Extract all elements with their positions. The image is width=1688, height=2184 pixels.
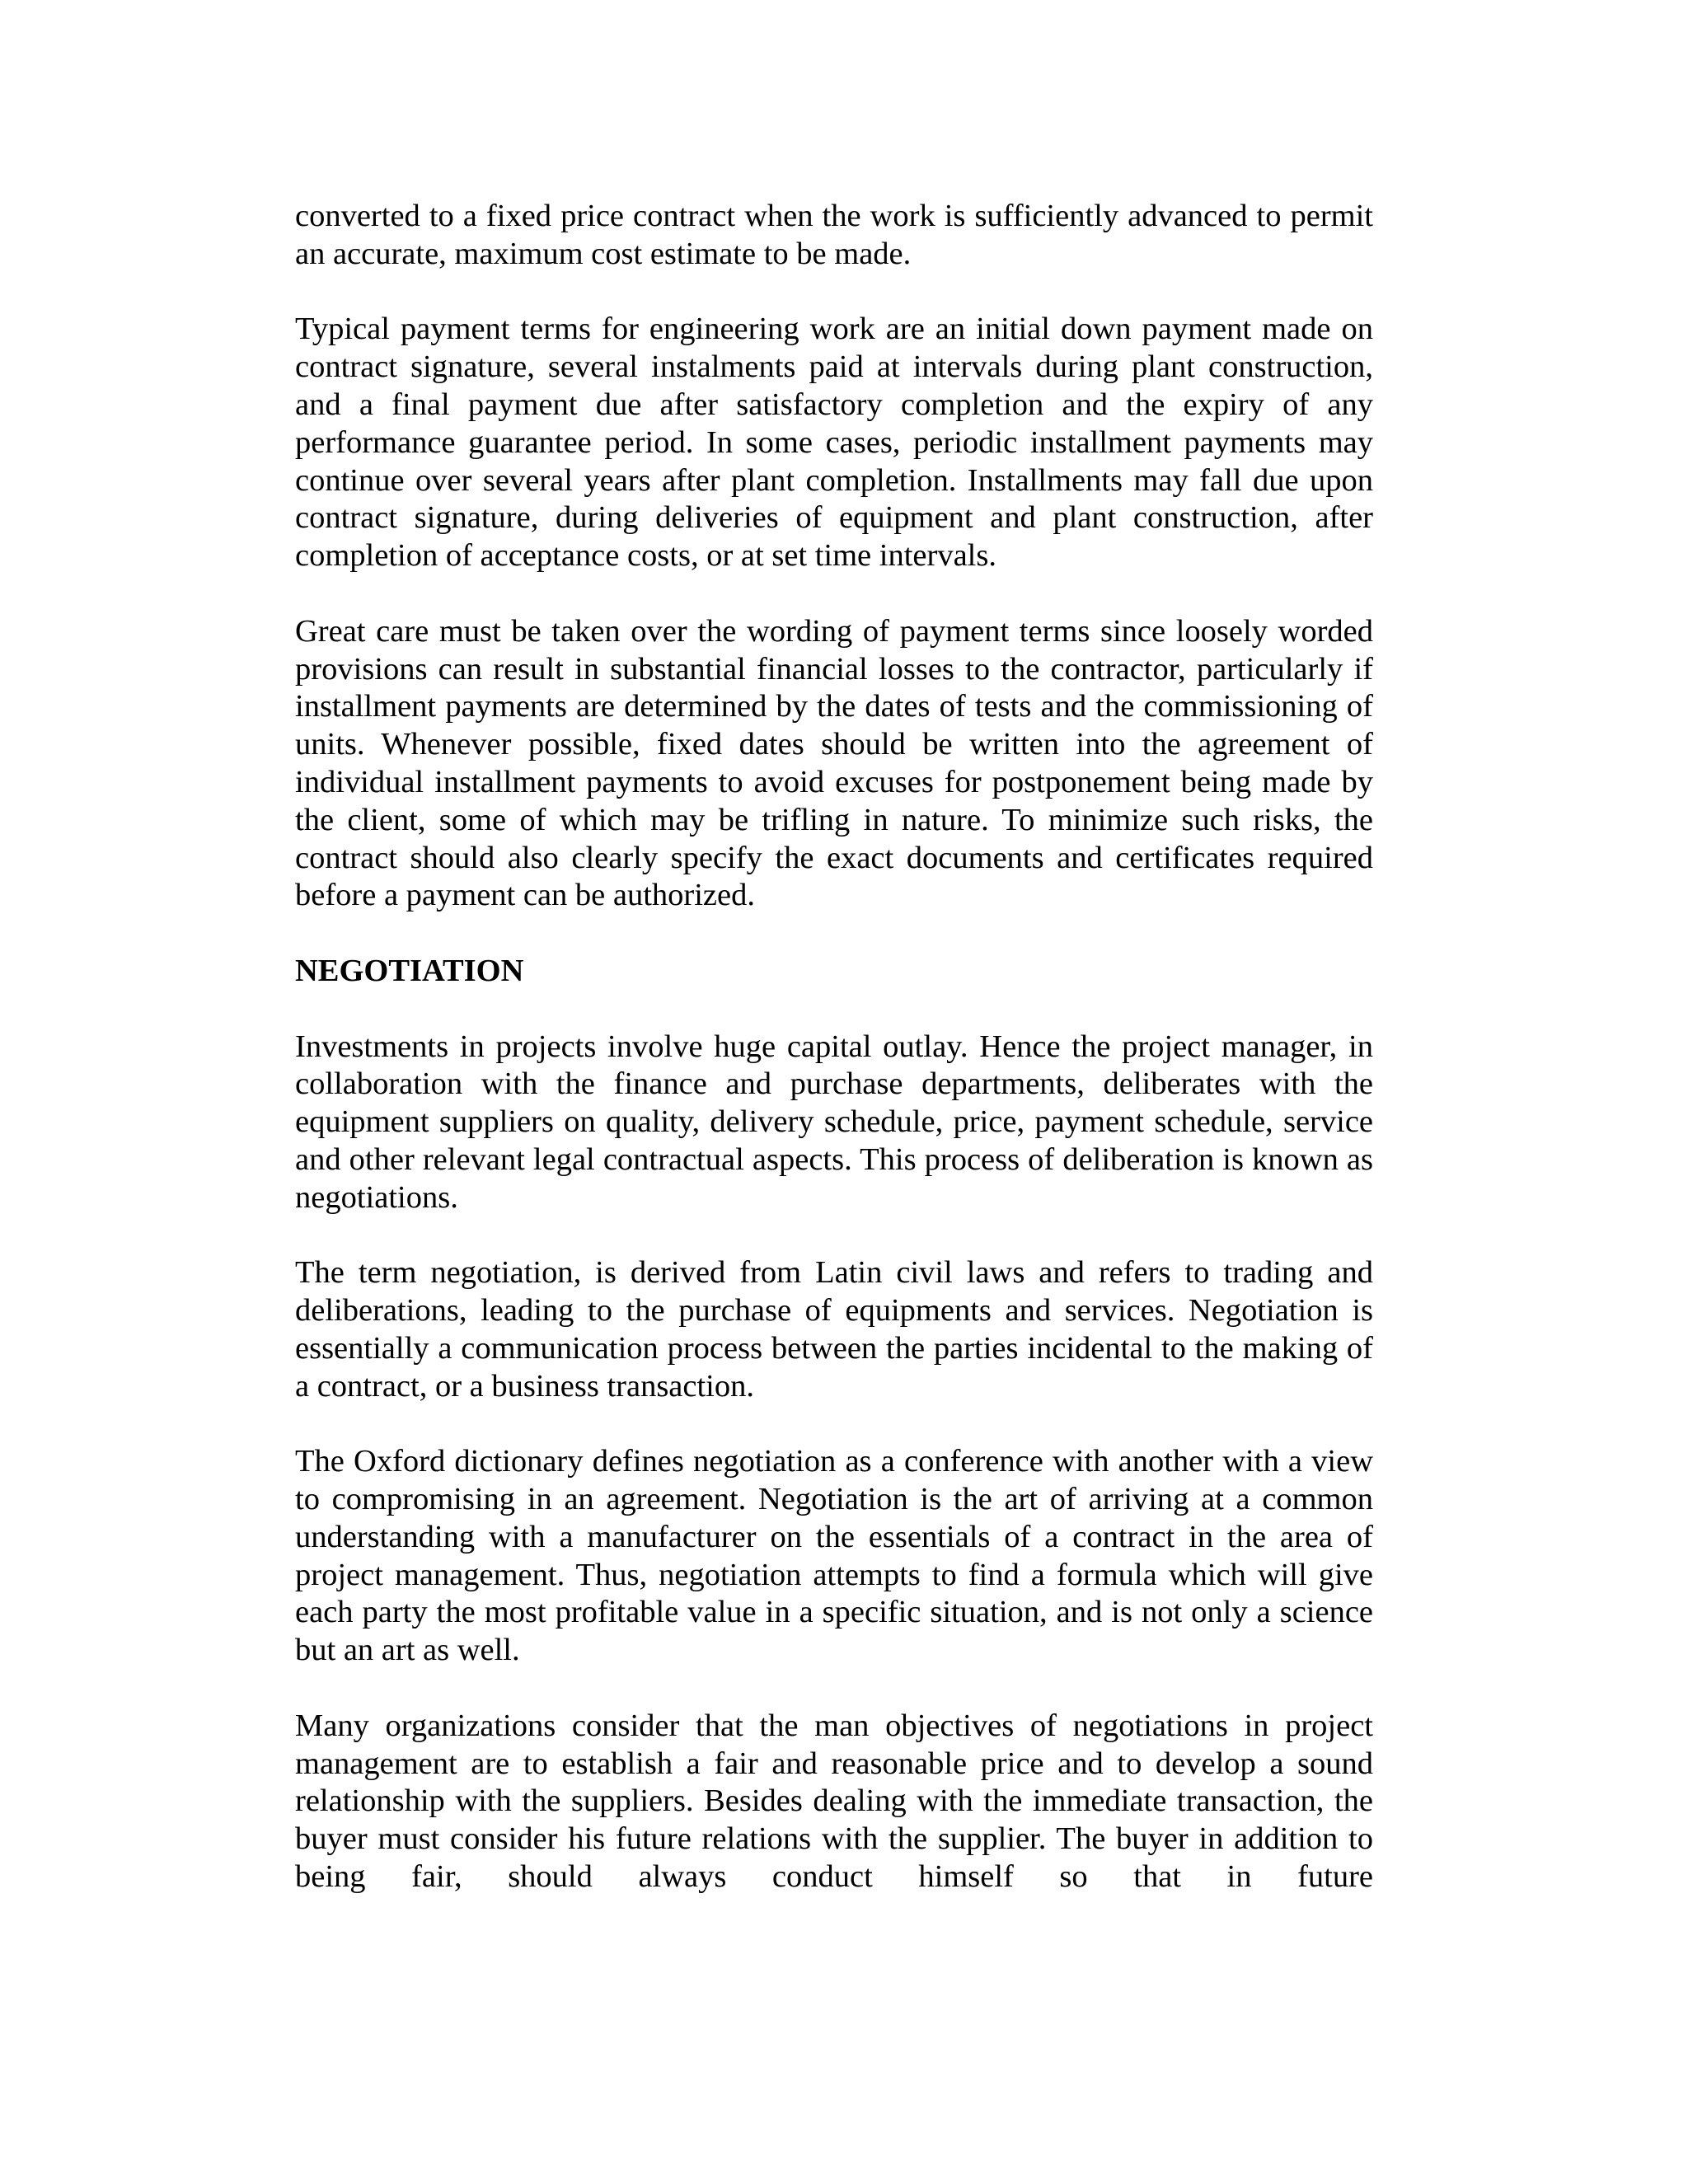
paragraph-oxford-definition: The Oxford dictionary defines negotiation as a conference with another with a view to compromising in an agreement. Negotiation is the art of arriving at a common understanding with a manufacturer on the essentials of a contract in the area of project management. Thus, negotiation attempts to find a formula which will give each party the most profitable value in a specific situation, and is not only a science but an art as well. — [295, 1444, 1373, 1668]
paragraph-wording-care: Great care must be taken over the wording of payment terms since loosely worded provisions can result in substantial financial losses to the contractor, particularly if installment payments are determined by the dates of tests and the commissioning of units. Whenever possible, fixed dates should be written into the agreement of individual installment payments to avoid excuses for postponement being made by the client, some of which may be trifling in nature. To minimize such risks, the contract should also clearly specify the exact documents and certificates required before a payment can be authorized. — [295, 613, 1373, 913]
paragraph-gap — [295, 274, 1373, 312]
paragraph-gap — [295, 1217, 1373, 1255]
paragraph-objectives: Many organizations consider that the man objectives of negotiations in project management are to establish a fair and reasonable price and to develop a sound relationship with the suppliers. Besides dealing with the immediate transaction, the buyer must consider his future relations with the supplier. The buyer in addition to being fair, should always conduct himself so that in future — [295, 1708, 1373, 1895]
paragraph-contract-conversion: converted to a fixed price contract when the work is sufficiently advanced to permit an accurate, maximum cost estimate to be made. — [295, 199, 1373, 271]
paragraph-gap — [295, 1406, 1373, 1444]
paragraph-gap — [295, 575, 1373, 613]
document-page — [295, 198, 1373, 1896]
paragraph-gap — [295, 1670, 1373, 1708]
paragraph-gap — [295, 991, 1373, 1029]
paragraph-term-origin: The term negotiation, is derived from Latin civil laws and refers to trading and deliberations, leading to the purchase of equipments and services. Negotiation is essentially a communication process between the parties incidental to the making of a contract, or a business transaction. — [295, 1255, 1373, 1404]
paragraph-gap — [295, 915, 1373, 953]
paragraph-investments: Investments in projects involve huge capital outlay. Hence the project manager, in collaboration with the finance and purchase departments, deliberates with the equipment suppliers on quality, delivery schedule, price, payment schedule, service and other relevant legal contractual aspects. This process of deliberation is known as negotiations. — [295, 1029, 1373, 1215]
paragraph-payment-terms: Typical payment terms for engineering work are an initial down payment made on contract signature, several instalments paid at intervals during plant construction, and a final payment due after satisfactory completion and the expiry of any performance guarantee period. In some cases, periodic installment payments may continue over several years after plant completion. Installments may fall due upon contract signature, during deliveries of equipment and plant construction, after completion of acceptance costs, or at set time intervals. — [295, 312, 1373, 574]
section-heading: NEGOTIATION — [295, 953, 524, 988]
